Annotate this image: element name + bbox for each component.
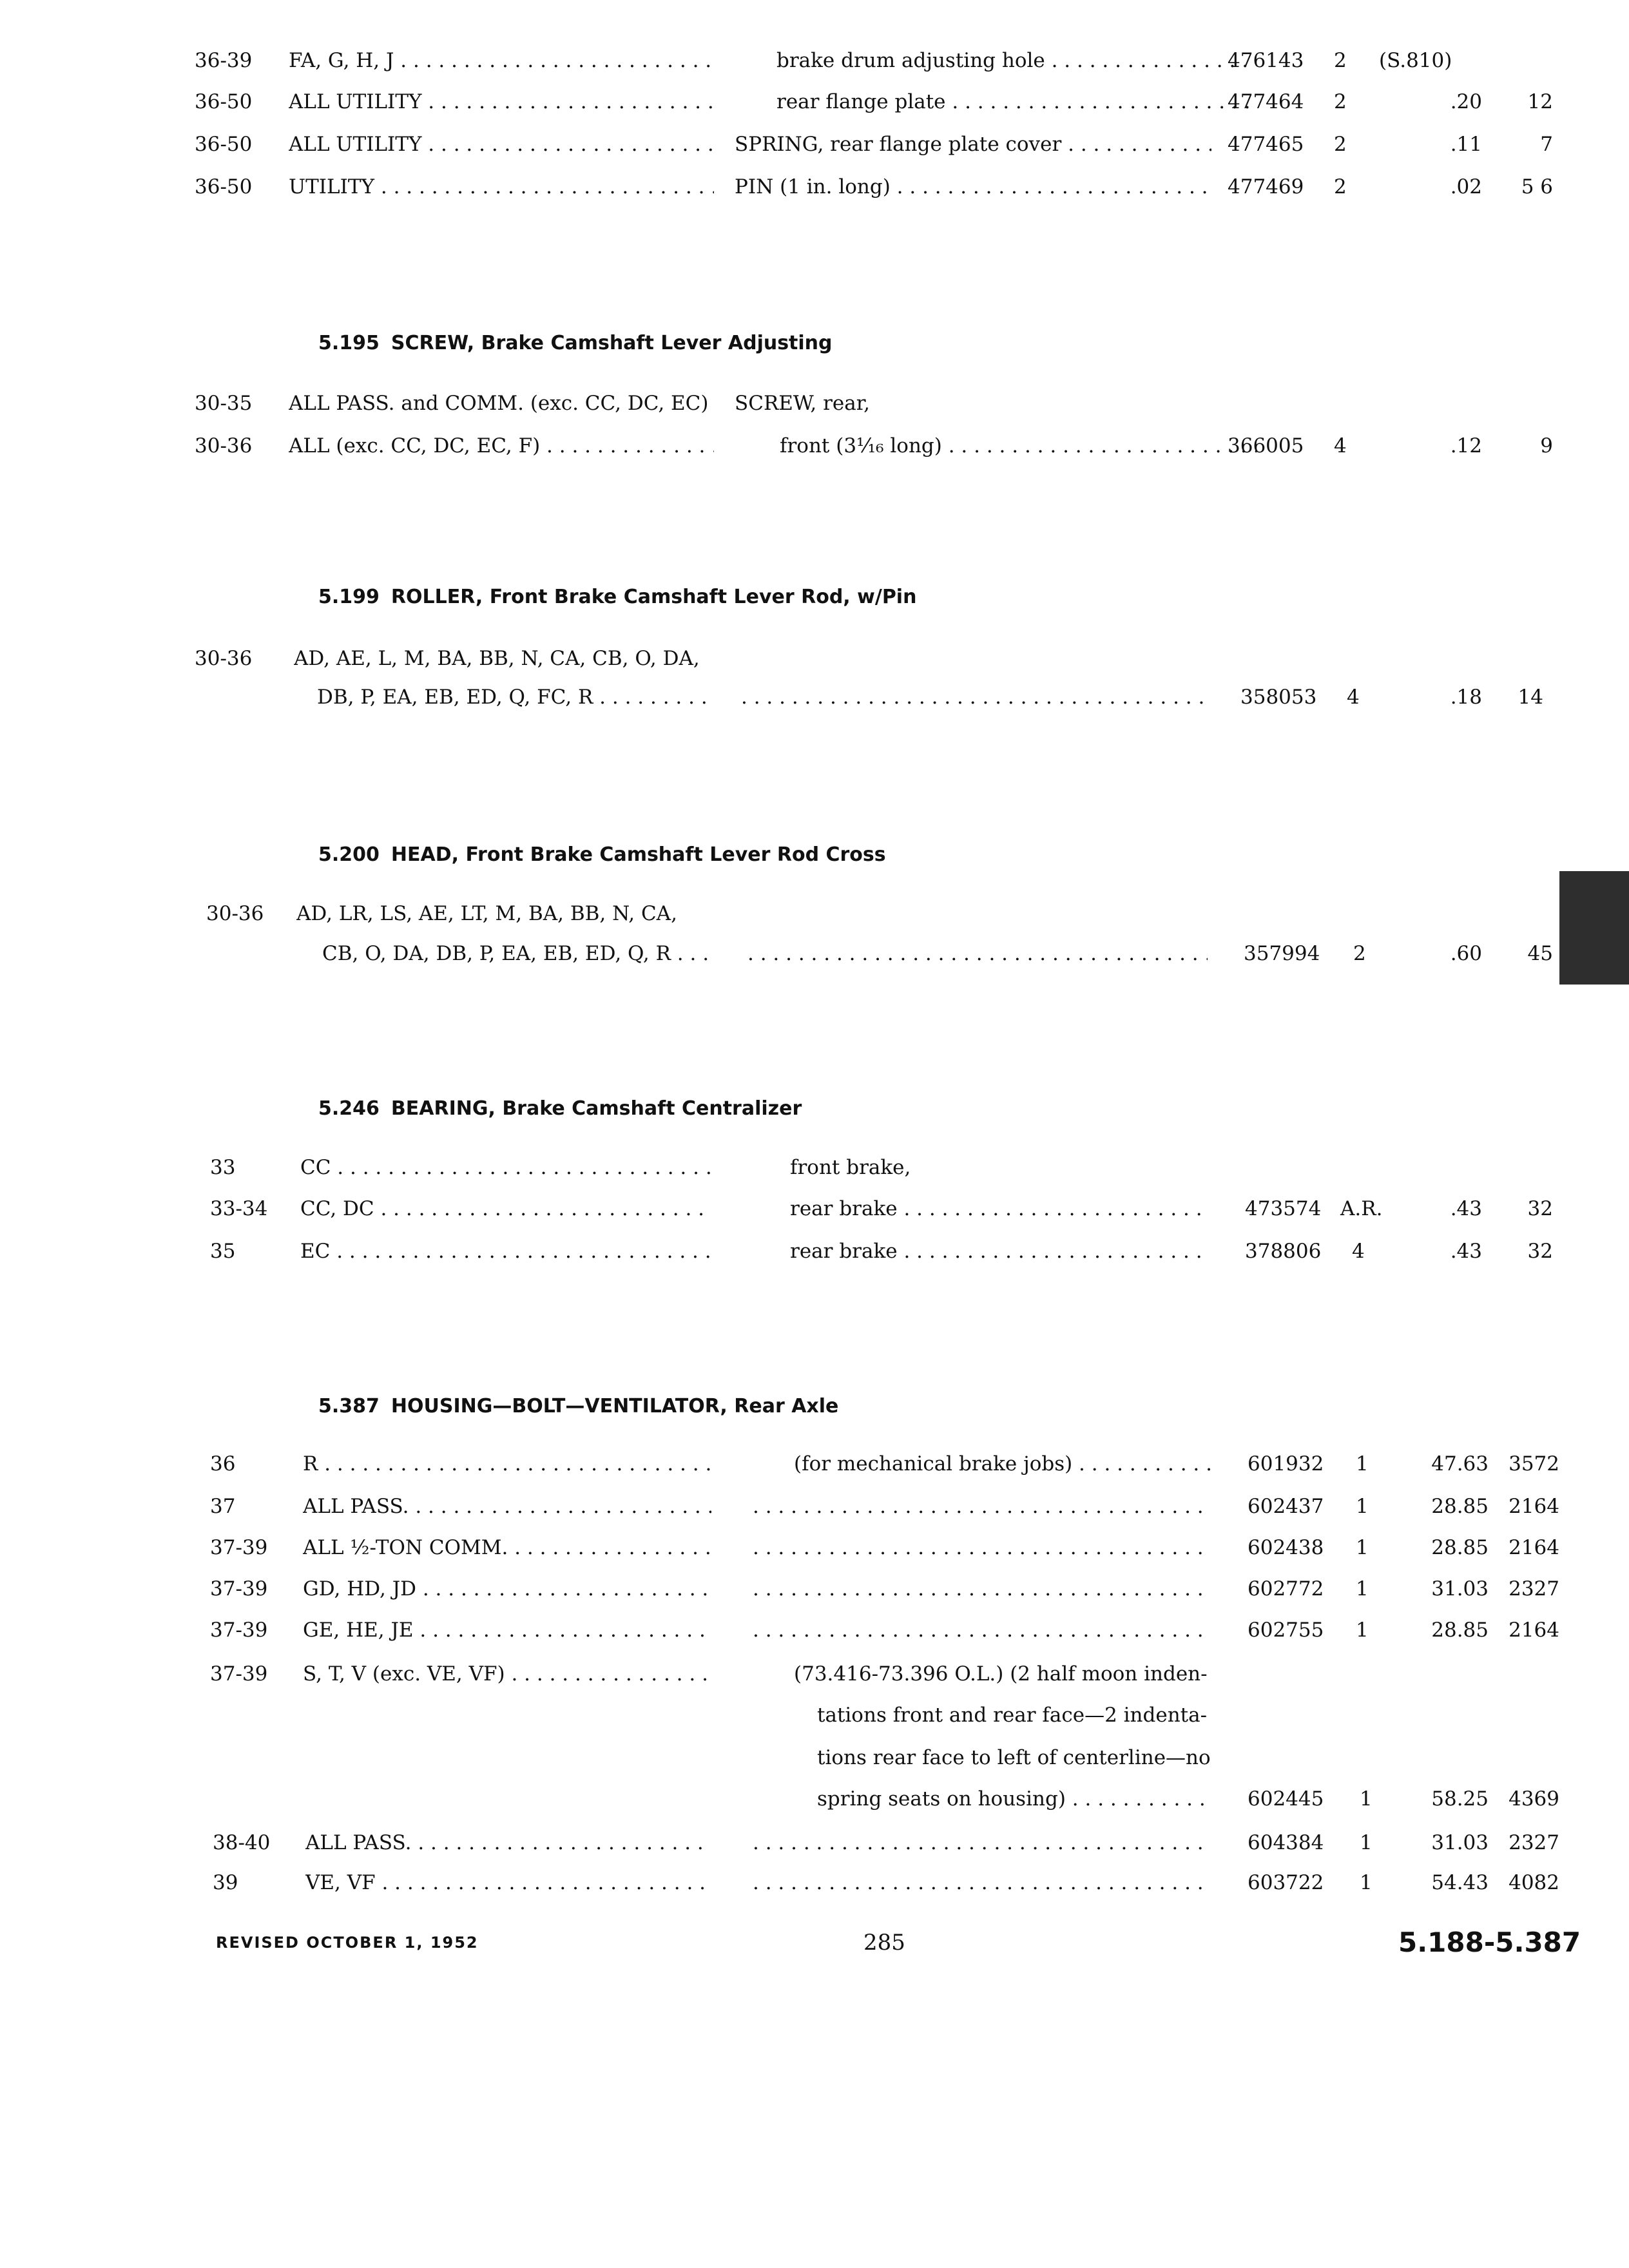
description-cell: rear brake . . . — [790, 1188, 1210, 1229]
description-cell — [753, 1862, 1211, 1903]
models-cell: FA, G, H, J . . . — [289, 40, 714, 81]
models-cell: ALL (exc. CC, DC, EC, F) . . . — [289, 425, 714, 466]
models-cell: ALL UTILITY . . . — [289, 81, 714, 122]
price-cell: 47.63 — [1431, 1452, 1489, 1475]
section-heading — [318, 1093, 802, 1125]
years-cell: 33-34 — [210, 1197, 268, 1220]
price-cell: .02 — [1450, 175, 1482, 198]
table-row — [0, 933, 1629, 974]
years-cell: 36-39 — [195, 49, 253, 72]
quantity-cell: 2 — [1334, 175, 1347, 198]
price-cell: .60 — [1450, 942, 1482, 965]
price-cell: 31.03 — [1431, 1831, 1489, 1854]
part-number-cell: 602437 — [1248, 1495, 1324, 1518]
models-cell: DB, P, EA, EB, ED, Q, FC, R . . . — [317, 677, 706, 718]
weight-cell: 7 — [1540, 133, 1553, 156]
part-number-cell: 477469 — [1228, 175, 1304, 198]
models-cell: AD, AE, L, M, BA, BB, N, CA, CB, O, DA, — [294, 647, 700, 670]
description-cell — [753, 1568, 1210, 1610]
table-row — [0, 1822, 1629, 1863]
table-row — [0, 425, 1629, 466]
table-row — [0, 1486, 1629, 1527]
weight-cell: 2327 — [1509, 1831, 1559, 1854]
weight-cell: 4082 — [1509, 1871, 1559, 1894]
description-cell — [753, 1486, 1210, 1527]
part-number-cell: 357994 — [1244, 942, 1320, 965]
part-number-cell: 602772 — [1248, 1577, 1324, 1600]
weight-cell: 2164 — [1509, 1536, 1559, 1559]
quantity-cell: 1 — [1360, 1831, 1373, 1854]
weight-cell: 3572 — [1509, 1452, 1559, 1475]
description-cell: rear brake . . . — [790, 1231, 1210, 1272]
models-cell: EC . . . — [300, 1231, 710, 1272]
section-number: 5.246 — [318, 1097, 380, 1120]
description-cell — [753, 1822, 1211, 1863]
part-number-cell: 358053 — [1240, 686, 1317, 709]
models-cell: ALL PASS. and COMM. (exc. CC, DC, EC) — [289, 392, 709, 415]
weight-cell: 9 — [1540, 434, 1553, 457]
description-cell: rear flange plate . . . — [776, 81, 1253, 122]
weight-cell: 32 — [1527, 1197, 1553, 1220]
years-cell: 30-36 — [206, 902, 264, 925]
quantity-cell: 2 — [1334, 133, 1347, 156]
part-number-cell: 477464 — [1228, 90, 1304, 113]
quantity-cell: 1 — [1356, 1495, 1369, 1518]
weight-cell: 14 — [1518, 686, 1543, 709]
thumb-tab-marker — [1559, 871, 1629, 985]
models-cell: ALL ½-TON COMM. . . . — [303, 1527, 711, 1568]
section-title: ROLLER, Front Brake Camshaft Lever Rod, w/Pin — [390, 586, 917, 608]
part-number-cell: 473574 — [1245, 1197, 1322, 1220]
quantity-cell: 2 — [1353, 942, 1366, 965]
price-cell: 28.85 — [1431, 1619, 1489, 1642]
section-heading — [318, 839, 886, 871]
weight-cell: 4369 — [1509, 1787, 1559, 1811]
description-cell — [753, 1527, 1210, 1568]
models-cell: VE, VF . . . — [305, 1862, 711, 1903]
part-number-cell: 378806 — [1245, 1240, 1322, 1263]
price-cell: .18 — [1450, 686, 1482, 709]
table-row — [0, 1443, 1629, 1485]
table-row — [0, 81, 1629, 122]
years-cell: 33 — [210, 1156, 236, 1179]
models-cell: UTILITY . . . — [289, 166, 714, 207]
models-cell: ALL UTILITY . . . — [289, 124, 714, 165]
quantity-cell: 2 — [1334, 49, 1347, 72]
table-row — [0, 1188, 1629, 1229]
table-row — [0, 893, 1629, 934]
years-cell: 36 — [210, 1452, 236, 1475]
models-cell: ALL PASS. . . . — [305, 1822, 711, 1863]
years-cell: 37-39 — [210, 1536, 268, 1559]
section-title: HEAD, Front Brake Camshaft Lever Rod Cross — [390, 843, 886, 866]
years-cell: 37-39 — [210, 1577, 268, 1600]
models-cell: R . . . — [303, 1443, 711, 1485]
table-row — [0, 166, 1629, 207]
description-cell: spring seats on housing) . . . — [817, 1778, 1211, 1820]
price-cell: .11 — [1450, 133, 1482, 156]
weight-cell: 2327 — [1509, 1577, 1559, 1600]
models-cell: GE, HE, JE . . . — [303, 1610, 711, 1651]
table-row — [0, 1862, 1629, 1903]
table-row — [0, 638, 1629, 679]
years-cell: 36-50 — [195, 175, 253, 198]
table-row — [0, 1231, 1629, 1272]
quantity-cell: 1 — [1360, 1871, 1373, 1894]
table-row — [0, 40, 1629, 81]
description-cell: (for mechanical brake jobs) . . . — [794, 1443, 1210, 1485]
description-cell: front brake, — [790, 1156, 911, 1179]
weight-cell: 2164 — [1509, 1495, 1559, 1518]
description-cell: SPRING, rear flange plate cover . . . — [735, 124, 1211, 165]
section-title: SCREW, Brake Camshaft Lever Adjusting — [390, 332, 833, 354]
part-number-cell: 602755 — [1248, 1619, 1324, 1642]
quantity-cell: 1 — [1356, 1452, 1369, 1475]
price-cell: (S.810) — [1379, 49, 1452, 72]
part-number-cell: 602438 — [1248, 1536, 1324, 1559]
weight-cell: 2164 — [1509, 1619, 1559, 1642]
description-cell: front (3¹⁄₁₆ long) . . . — [780, 425, 1257, 466]
table-row — [0, 124, 1629, 165]
quantity-cell: 1 — [1360, 1787, 1373, 1811]
quantity-cell: 4 — [1334, 434, 1347, 457]
years-cell: 30-36 — [195, 647, 253, 670]
models-cell: S, T, V (exc. VE, VF) . . . — [303, 1653, 711, 1695]
models-cell: AD, LR, LS, AE, LT, M, BA, BB, N, CA, — [296, 902, 677, 925]
table-row — [0, 1737, 1629, 1778]
quantity-cell: 1 — [1356, 1577, 1369, 1600]
years-cell: 38-40 — [213, 1831, 271, 1854]
weight-cell: 45 — [1527, 942, 1553, 965]
weight-cell: 12 — [1527, 90, 1553, 113]
models-cell: ALL PASS. . . . — [303, 1486, 711, 1527]
description-cell: PIN (1 in. long) . . . — [735, 166, 1211, 207]
quantity-cell: 4 — [1352, 1240, 1365, 1263]
description-cell — [747, 933, 1208, 974]
quantity-cell: 1 — [1356, 1536, 1369, 1559]
section-range: 5.188-5.387 — [1398, 1927, 1581, 1958]
description-cell: tions rear face to left of centerline—no — [817, 1746, 1211, 1769]
section-title: BEARING, Brake Camshaft Centralizer — [390, 1097, 802, 1120]
part-number-cell: 602445 — [1248, 1787, 1324, 1811]
models-cell: CB, O, DA, DB, P, EA, EB, ED, Q, R . . . — [322, 933, 709, 974]
table-row — [0, 1653, 1629, 1695]
models-cell: GD, HD, JD . . . — [303, 1568, 711, 1610]
weight-cell: 5 6 — [1521, 175, 1553, 198]
section-heading — [318, 1390, 838, 1423]
price-cell: 31.03 — [1431, 1577, 1489, 1600]
years-cell: 36-50 — [195, 133, 253, 156]
weight-cell: 32 — [1527, 1240, 1553, 1263]
models-cell: CC, DC . . . — [300, 1188, 710, 1229]
price-cell: 28.85 — [1431, 1536, 1489, 1559]
description-cell: (73.416-73.396 O.L.) (2 half moon inden- — [794, 1662, 1208, 1686]
price-cell: .20 — [1450, 90, 1482, 113]
description-cell: tations front and rear face—2 indenta- — [817, 1704, 1208, 1727]
quantity-cell: 1 — [1356, 1619, 1369, 1642]
section-number: 5.199 — [318, 586, 380, 608]
table-row — [0, 1568, 1629, 1610]
part-number-cell: 366005 — [1228, 434, 1304, 457]
price-cell: 28.85 — [1431, 1495, 1489, 1518]
section-heading — [318, 581, 916, 613]
description-cell — [741, 677, 1205, 718]
table-row — [0, 1527, 1629, 1568]
years-cell: 37-39 — [210, 1619, 268, 1642]
revision-date: REVISED OCTOBER 1, 1952 — [216, 1934, 479, 1952]
table-row — [0, 1147, 1629, 1188]
section-title: HOUSING—BOLT—VENTILATOR, Rear Axle — [390, 1395, 839, 1418]
years-cell: 30-35 — [195, 392, 253, 415]
price-cell: 54.43 — [1431, 1871, 1489, 1894]
part-number-cell: 601932 — [1248, 1452, 1324, 1475]
page-number: 285 — [863, 1930, 905, 1956]
years-cell: 30-36 — [195, 434, 253, 457]
section-number: 5.387 — [318, 1395, 380, 1418]
years-cell: 37 — [210, 1495, 236, 1518]
price-cell: 58.25 — [1431, 1787, 1489, 1811]
part-number-cell: 603722 — [1248, 1871, 1324, 1894]
table-row — [0, 1695, 1629, 1736]
years-cell: 35 — [210, 1240, 236, 1263]
table-row — [0, 677, 1629, 718]
section-number: 5.200 — [318, 843, 380, 866]
section-heading — [318, 327, 833, 360]
section-number: 5.195 — [318, 332, 380, 354]
part-number-cell: 604384 — [1248, 1831, 1324, 1854]
part-number-cell: 476143 — [1228, 49, 1304, 72]
quantity-cell: A.R. — [1340, 1197, 1383, 1220]
part-number-cell: 477465 — [1228, 133, 1304, 156]
years-cell: 39 — [213, 1871, 238, 1894]
price-cell: .43 — [1450, 1197, 1482, 1220]
table-row — [0, 1778, 1629, 1820]
description-cell: brake drum adjusting hole . . . — [776, 40, 1253, 81]
table-row — [0, 1610, 1629, 1651]
description-cell — [753, 1610, 1210, 1651]
quantity-cell: 2 — [1334, 90, 1347, 113]
quantity-cell: 4 — [1347, 686, 1360, 709]
price-cell: .12 — [1450, 434, 1482, 457]
table-row — [0, 383, 1629, 424]
price-cell: .43 — [1450, 1240, 1482, 1263]
description-cell: SCREW, rear, — [735, 392, 870, 415]
years-cell: 37-39 — [210, 1662, 268, 1686]
years-cell: 36-50 — [195, 90, 253, 113]
models-cell: CC . . . — [300, 1147, 710, 1188]
